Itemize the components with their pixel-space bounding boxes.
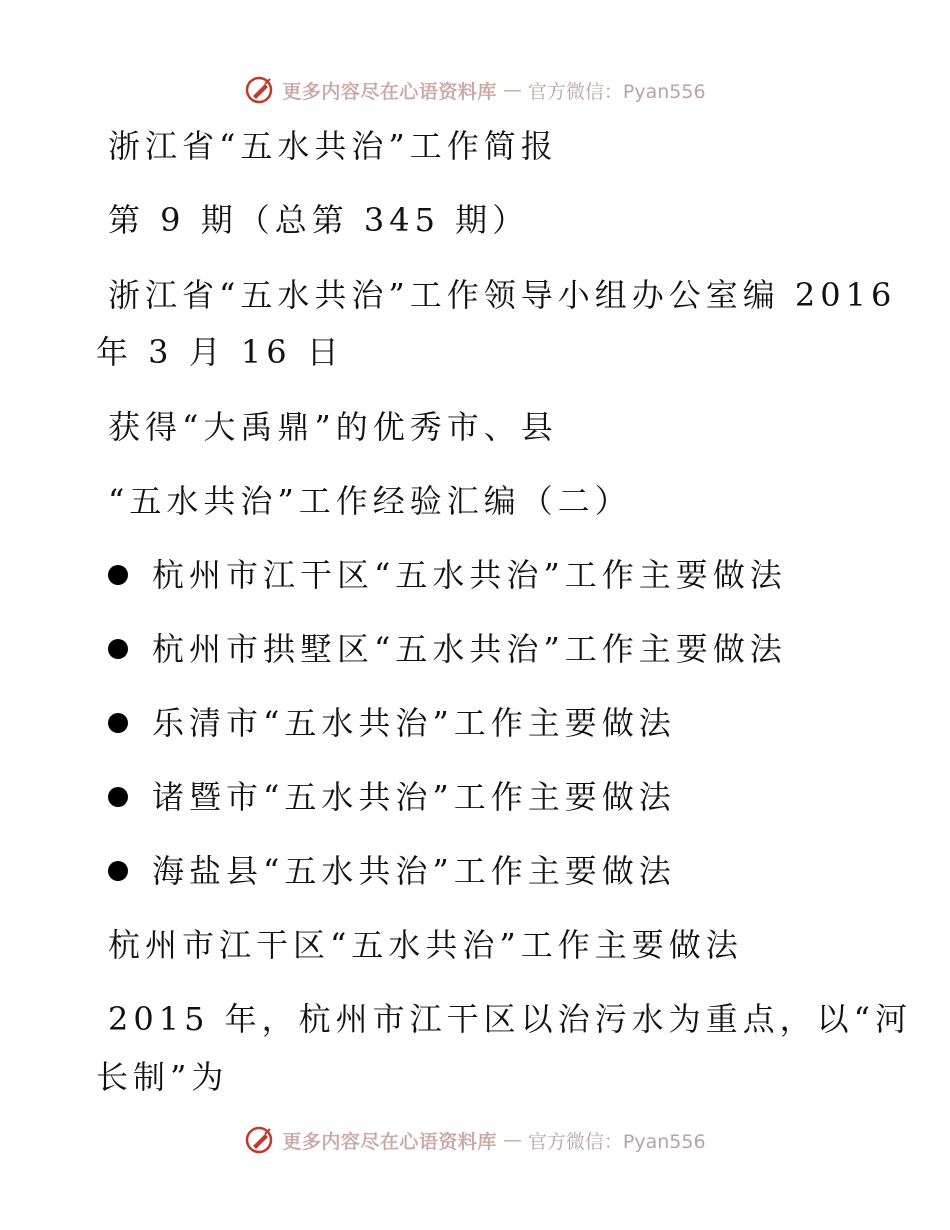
toc-item-text: 诸暨市“五水共治”工作主要做法	[152, 778, 676, 816]
toc-item	[108, 703, 676, 743]
toc-item-text: 海盐县“五水共治”工作主要做法	[152, 852, 676, 890]
toc-item	[108, 555, 787, 595]
watermark-wechat: 官方微信：Pyan556	[527, 1130, 706, 1153]
bullet-icon	[108, 861, 128, 881]
pen-logo-icon	[244, 74, 276, 106]
bullet-icon	[108, 639, 128, 659]
watermark-text: 更多内容尽在心语资料库	[282, 1130, 497, 1153]
section-title: 杭州市江干区“五水共治”工作主要做法	[108, 926, 743, 964]
pen-logo-icon	[244, 1124, 276, 1156]
toc-item-text: 杭州市江干区“五水共治”工作主要做法	[152, 556, 787, 594]
heading-compilation: “五水共治”工作经验汇编（二）	[108, 482, 632, 520]
bullet-icon	[108, 565, 128, 585]
issue-number: 第 9 期（总第 345 期）	[108, 201, 530, 239]
toc-item-text: 乐清市“五水共治”工作主要做法	[152, 704, 676, 742]
watermark-wechat: 官方微信：Pyan556	[527, 80, 706, 103]
watermark-text: 更多内容尽在心语资料库	[282, 80, 497, 103]
toc-item	[108, 851, 676, 891]
toc-item	[108, 777, 676, 817]
heading-award: 获得“大禹鼎”的优秀市、县	[108, 408, 558, 446]
header-watermark	[0, 70, 950, 110]
editor-line-1: 浙江省“五水共治”工作领导小组办公室编 2016	[108, 276, 897, 314]
watermark-dash: —	[502, 79, 522, 101]
body-paragraph-line-2: 长制”为	[96, 1058, 229, 1096]
toc-item	[108, 629, 787, 669]
body-paragraph-line-1: 2015 年，杭州市江干区以治污水为重点，以“河	[108, 1000, 912, 1038]
bullet-icon	[108, 787, 128, 807]
watermark-dash: —	[502, 1129, 522, 1151]
editor-line-2: 年 3 月 16 日	[96, 333, 344, 371]
document-title: 浙江省“五水共治”工作简报	[108, 127, 558, 165]
footer-watermark	[0, 1120, 950, 1160]
toc-item-text: 杭州市拱墅区“五水共治”工作主要做法	[152, 630, 787, 668]
bullet-icon	[108, 713, 128, 733]
